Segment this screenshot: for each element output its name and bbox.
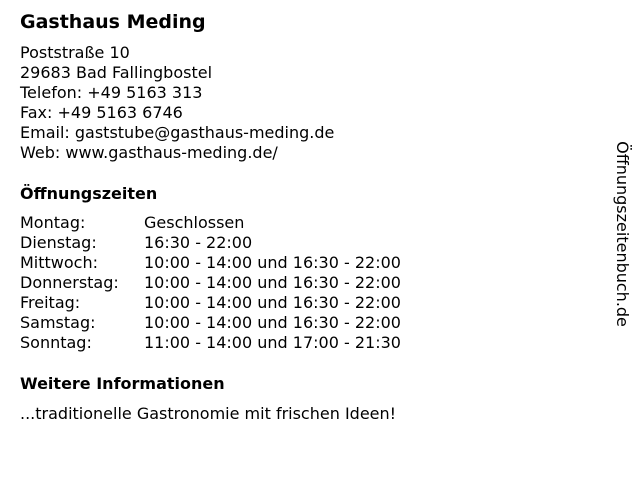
hours-row-saturday bbox=[20, 313, 401, 333]
day-label: Dienstag: bbox=[20, 233, 97, 252]
day-label: Samstag: bbox=[20, 313, 96, 332]
website-address: Web: www.gasthaus-meding.de/ bbox=[20, 143, 278, 162]
phone-number: Telefon: +49 5163 313 bbox=[20, 83, 203, 102]
time-value: 16:30 - 22:00 bbox=[144, 233, 253, 252]
street-address: Poststraße 10 bbox=[20, 43, 130, 62]
time-value: 10:00 - 14:00 und 16:30 - 22:00 bbox=[144, 293, 401, 312]
opening-hours-heading: Öffnungszeiten bbox=[20, 184, 158, 203]
day-label: Donnerstag: bbox=[20, 273, 119, 292]
info-description: ...traditionelle Gastronomie mit frischen Ideen! bbox=[20, 404, 397, 423]
day-label: Sonntag: bbox=[20, 333, 92, 352]
business-title: Gasthaus Meding bbox=[20, 11, 206, 33]
time-value: 10:00 - 14:00 und 16:30 - 22:00 bbox=[144, 273, 401, 292]
time-value: 10:00 - 14:00 und 16:30 - 22:00 bbox=[144, 253, 401, 272]
hours-row-wednesday bbox=[20, 253, 401, 273]
hours-row-friday bbox=[20, 293, 401, 313]
time-value: 11:00 - 14:00 und 17:00 - 21:30 bbox=[144, 333, 401, 352]
fax-number: Fax: +49 5163 6746 bbox=[20, 103, 183, 122]
day-label: Montag: bbox=[20, 213, 86, 232]
more-info-heading: Weitere Informationen bbox=[20, 374, 225, 393]
contact-block bbox=[20, 43, 334, 163]
opening-hours-table bbox=[20, 213, 401, 353]
email-address: Email: gaststube@gasthaus-meding.de bbox=[20, 123, 335, 142]
city-address: 29683 Bad Fallingbostel bbox=[20, 63, 213, 82]
day-label: Freitag: bbox=[20, 293, 81, 312]
day-label: Mittwoch: bbox=[20, 253, 98, 272]
hours-row-tuesday bbox=[20, 233, 401, 253]
site-watermark: Öffnungszeitenbuch.de bbox=[613, 141, 632, 327]
time-value: 10:00 - 14:00 und 16:30 - 22:00 bbox=[144, 313, 401, 332]
time-value: Geschlossen bbox=[144, 213, 245, 232]
hours-row-monday bbox=[20, 213, 401, 233]
hours-row-thursday bbox=[20, 273, 401, 293]
hours-row-sunday bbox=[20, 333, 401, 353]
